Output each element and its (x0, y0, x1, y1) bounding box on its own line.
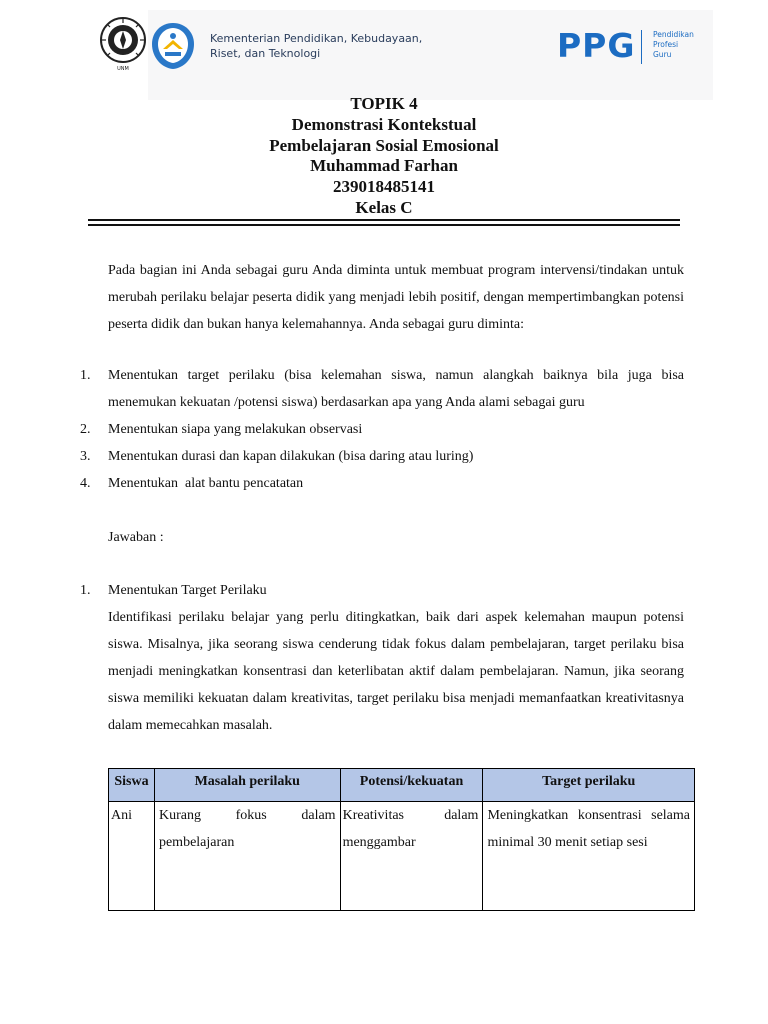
list-item (80, 470, 684, 497)
list-item (80, 362, 684, 416)
author-name: Muhammad Farhan (310, 156, 458, 176)
cell-target: Meningkatkan konsentrasi selama minimal 30 menit setiap sesi (483, 802, 695, 911)
document-title (0, 94, 768, 219)
ppg-subtitle (653, 30, 694, 60)
column-header-problem: Masalah perilaku (154, 769, 340, 802)
author-id: 239018485141 (333, 177, 435, 197)
column-header-target: Target perilaku (483, 769, 695, 802)
section-heading-text: Menentukan Target Perilaku (108, 583, 267, 598)
list-item (80, 416, 684, 443)
title-line-2: Pembelajaran Sosial Emosional (269, 135, 499, 155)
section-heading (80, 577, 684, 604)
table-row (109, 802, 695, 911)
ppg-subtitle-line-1: Pendidikan (653, 30, 694, 39)
section-number: 1. (80, 583, 91, 598)
university-seal-logo (98, 16, 148, 72)
list-number: 2. (80, 422, 91, 437)
list-number: 4. (80, 476, 91, 491)
answer-section-1 (80, 577, 684, 739)
list-number: 1. (80, 368, 91, 383)
behavior-target-table (108, 768, 695, 911)
cell-student: Ani (109, 802, 155, 911)
class-name: Kelas C (355, 197, 413, 217)
column-header-strength: Potensi/kekuatan (340, 769, 483, 802)
cell-strength: Kreativitas dalam menggambar (340, 802, 483, 911)
ministry-name (210, 31, 422, 61)
ministry-line-1: Kementerian Pendidikan, Kebudayaan, (210, 32, 423, 45)
cell-problem: Kurang fokus dalam pembelajaran (154, 802, 340, 911)
section-body: Identifikasi perilaku belajar yang perlu ditingkatkan, baik dari aspek kelemahan maupun potensi siswa. Misalnya, jika seorang siswa cenderung tidak fokus dalam pembelajaran, target perilaku bisa menjadi meningkatkan konsentrasi dan keterlibatan aktif dalam pembelajaran. Namun, jika seorang siswa memiliki kekuatan dalam kreativitas, target perilaku bisa menjadi memanfaatkan kreativitasnya dalam memecahkan masalah. (108, 610, 684, 733)
kemdikbud-logo (151, 22, 195, 70)
seal-bottom-text: UNM (117, 66, 129, 72)
table-header-row (109, 769, 695, 802)
list-text: Menentukan siapa yang melakukan observasi (108, 422, 363, 437)
column-header-student: Siswa (109, 769, 155, 802)
title-rule-top (88, 219, 680, 221)
ppg-logo: PPG (557, 26, 636, 65)
answer-label: Jawaban : (108, 530, 164, 545)
title-line-1: Demonstrasi Kontekstual (291, 114, 477, 134)
ministry-line-2: Riset, dan Teknologi (210, 47, 321, 60)
ppg-divider (641, 30, 642, 64)
ppg-subtitle-line-3: Guru (653, 50, 672, 59)
intro-paragraph: Pada bagian ini Anda sebagai guru Anda diminta untuk membuat program intervensi/tindakan untuk merubah perilaku belajar peserta didik yang menjadi lebih positif, dengan mempertimbangkan potensi peserta didik dan bukan hanya kelemahannya. Anda sebagai guru diminta: (108, 263, 684, 332)
list-number: 3. (80, 449, 91, 464)
list-text: Menentukan durasi dan kapan dilakukan (bisa daring atau luring) (108, 449, 474, 464)
ppg-subtitle-line-2: Profesi (653, 40, 679, 49)
title-topic: TOPIK 4 (350, 94, 418, 113)
list-item (80, 443, 684, 470)
list-text: Menentukan alat bantu pencatatan (108, 476, 304, 491)
title-rule-bottom (88, 224, 680, 226)
list-text: Menentukan target perilaku (bisa kelemahan siswa, namun alangkah baiknya bila juga bisa menemukan kekuatan /potensi siswa) berdasarkan apa yang Anda alami sebagai guru (108, 368, 684, 410)
task-list (80, 362, 684, 497)
